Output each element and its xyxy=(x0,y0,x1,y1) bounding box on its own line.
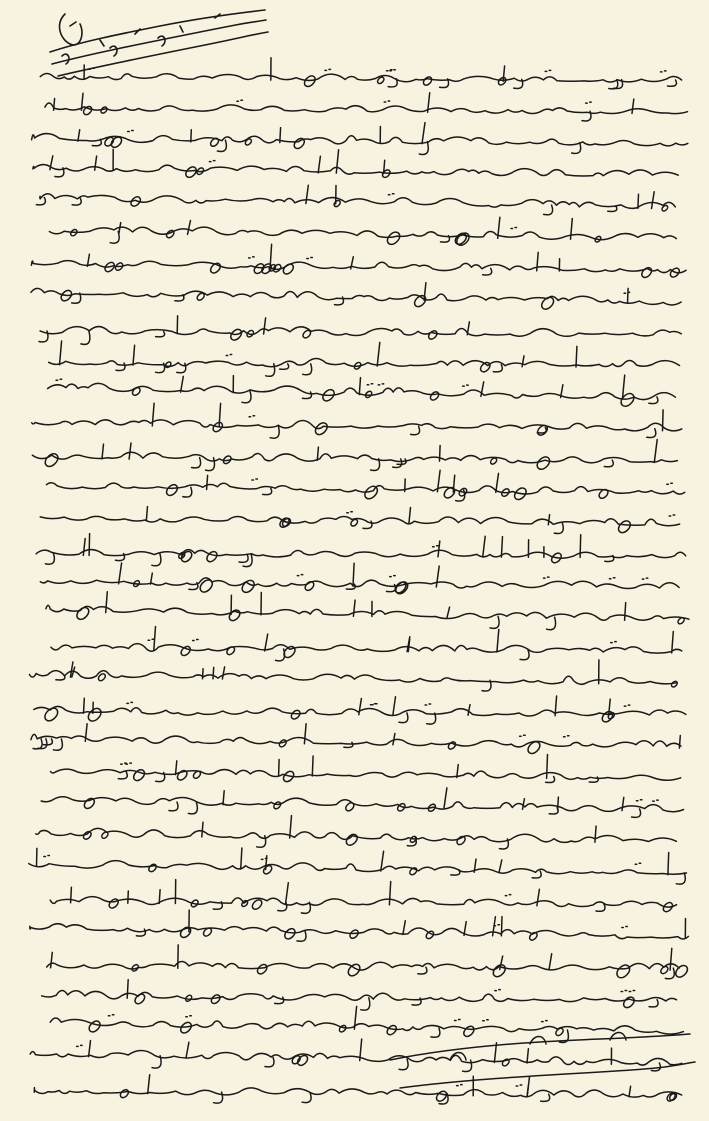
handwriting-stroke xyxy=(264,866,272,874)
handwriting-stroke xyxy=(242,580,254,592)
handwriting-stroke xyxy=(378,384,384,385)
handwriting-stroke xyxy=(520,650,529,660)
handwriting-stroke xyxy=(108,1015,114,1016)
handwriting-stroke xyxy=(576,346,577,367)
handwriting-stroke xyxy=(430,392,438,400)
handwriting-stroke xyxy=(381,851,384,871)
handwriting-stroke xyxy=(176,761,177,775)
handwriting-stroke xyxy=(393,697,396,715)
handwriting-stroke xyxy=(384,101,390,102)
handwriting-stroke xyxy=(425,704,431,705)
handwriting-stroke xyxy=(211,995,220,1004)
handwriting-stroke xyxy=(148,639,154,640)
handwriting-stroke xyxy=(81,331,90,344)
handwriting-stroke xyxy=(451,870,460,875)
handwriting-stroke xyxy=(98,674,105,681)
handwriting-stroke xyxy=(405,479,406,492)
handwriting-stroke xyxy=(152,403,154,426)
handwriting-stroke xyxy=(447,607,450,618)
handwriting-stroke xyxy=(290,816,292,838)
handwriting-stroke xyxy=(654,440,657,463)
handwriting-stroke xyxy=(547,755,548,779)
handwriting-stroke xyxy=(483,268,492,275)
handwriting-stroke xyxy=(544,205,553,215)
handwriting-stroke xyxy=(672,681,678,687)
handwriting-stroke xyxy=(632,99,634,113)
handwriting-stroke xyxy=(547,617,556,630)
handwriting-stroke xyxy=(89,1041,91,1057)
handwriting-stroke xyxy=(339,1025,346,1032)
handwriting-stroke xyxy=(200,580,212,592)
handwriting-stroke xyxy=(264,318,266,334)
handwriting-stroke xyxy=(188,221,191,235)
handwriting-stroke xyxy=(312,756,313,776)
handwriting-stroke xyxy=(89,68,95,69)
handwriting-stroke xyxy=(523,799,525,809)
handwriting-stroke xyxy=(611,642,617,643)
handwriting-stroke xyxy=(192,458,201,468)
handwriting-stroke xyxy=(495,990,501,991)
handwriting-stroke xyxy=(148,1075,150,1094)
handwriting-stroke xyxy=(467,322,469,335)
handwriting-stroke xyxy=(635,863,641,864)
handwriting-stroke xyxy=(252,900,261,909)
handwriting-stroke xyxy=(280,128,281,143)
handwritten-line xyxy=(40,74,681,83)
handwritten-line xyxy=(41,797,683,812)
handwriting-stroke xyxy=(77,1045,83,1046)
handwriting-stroke xyxy=(624,292,630,293)
handwriting-stroke xyxy=(669,515,675,516)
handwriting-stroke xyxy=(596,904,605,911)
handwritten-line xyxy=(31,734,681,747)
handwriting-stroke xyxy=(186,995,192,1001)
handwriting-stroke xyxy=(188,802,197,813)
handwriting-stroke xyxy=(438,541,440,557)
handwriting-stroke xyxy=(83,539,85,556)
handwriting-stroke xyxy=(127,980,128,999)
handwriting-stroke xyxy=(652,192,655,209)
handwriting-stroke xyxy=(463,385,469,386)
handwriting-stroke xyxy=(56,675,65,680)
handwriting-stroke xyxy=(291,710,300,719)
handwriting-stroke xyxy=(388,194,394,195)
handwriting-stroke xyxy=(128,891,129,903)
handwriting-stroke xyxy=(624,705,630,706)
handwriting-stroke xyxy=(621,991,627,992)
handwriting-stroke xyxy=(661,966,668,973)
handwriting-stroke xyxy=(629,991,635,992)
handwriting-stroke xyxy=(359,699,362,715)
handwriting-stroke xyxy=(496,473,499,492)
handwriting-stroke xyxy=(444,788,447,808)
handwriting-stroke xyxy=(558,797,559,810)
handwritten-line xyxy=(51,644,682,654)
handwriting-stroke xyxy=(511,228,517,229)
handwriting-stroke xyxy=(193,771,200,778)
handwriting-stroke xyxy=(662,205,668,211)
handwriting-stroke xyxy=(636,800,642,801)
handwriting-stroke xyxy=(678,618,684,624)
handwriting-stroke xyxy=(501,917,502,936)
closing-flourish xyxy=(380,1000,700,1110)
handwriting-stroke xyxy=(242,901,248,907)
handwriting-stroke xyxy=(468,705,470,716)
handwriting-stroke xyxy=(45,553,54,564)
handwritten-line xyxy=(32,134,688,146)
handwriting-stroke xyxy=(622,927,628,928)
handwriting-stroke xyxy=(33,739,42,749)
handwriting-stroke xyxy=(544,577,550,578)
handwritten-line xyxy=(49,227,676,240)
handwriting-stroke xyxy=(252,479,258,480)
handwritten-line xyxy=(48,383,676,399)
handwriting-stroke xyxy=(44,856,50,857)
handwriting-stroke xyxy=(303,330,311,338)
handwriting-stroke xyxy=(77,608,89,620)
handwriting-stroke xyxy=(165,362,170,367)
handwriting-stroke xyxy=(619,521,631,533)
handwriting-stroke xyxy=(207,475,208,489)
handwriting-stroke xyxy=(537,889,540,906)
handwriting-stroke xyxy=(43,739,52,745)
handwriting-stroke xyxy=(186,1016,192,1017)
handwriting-stroke xyxy=(571,219,573,240)
handwriting-stroke xyxy=(203,669,204,679)
handwriting-stroke xyxy=(617,965,630,978)
handwriting-stroke xyxy=(409,508,411,524)
handwriting-stroke xyxy=(128,131,134,132)
handwriting-stroke xyxy=(132,965,138,971)
handwriting-stroke xyxy=(411,426,420,434)
handwriting-stroke xyxy=(127,702,132,703)
handwriting-stroke xyxy=(159,890,160,904)
handwritten-line xyxy=(29,861,687,875)
handwriting-stroke xyxy=(245,139,251,145)
handwriting-stroke xyxy=(418,967,427,974)
handwriting-stroke xyxy=(202,822,203,837)
handwriting-stroke xyxy=(116,554,125,561)
handwriting-stroke xyxy=(279,760,280,776)
handwriting-stroke xyxy=(53,739,62,750)
handwriting-stroke xyxy=(661,71,667,72)
handwriting-stroke xyxy=(302,1093,311,1103)
handwriting-stroke xyxy=(520,735,526,736)
handwriting-stroke xyxy=(241,848,242,869)
handwriting-stroke xyxy=(554,523,563,534)
handwriting-stroke xyxy=(276,649,285,661)
handwriting-stroke xyxy=(119,223,121,234)
handwriting-stroke xyxy=(497,630,499,653)
handwritten-line xyxy=(30,924,689,939)
handwriting-stroke xyxy=(60,341,62,365)
handwriting-stroke xyxy=(120,1090,128,1098)
handwriting-stroke xyxy=(89,534,90,556)
handwriting-stroke xyxy=(499,860,502,873)
handwriting-stroke xyxy=(197,293,204,300)
handwriting-stroke xyxy=(156,332,165,337)
handwriting-stroke xyxy=(377,342,380,366)
handwriting-stroke xyxy=(325,69,331,70)
handwriting-stroke xyxy=(154,627,156,651)
handwriting-stroke xyxy=(102,444,104,459)
handwritten-line xyxy=(45,103,688,114)
handwriting-stroke xyxy=(223,791,224,805)
handwriting-stroke xyxy=(440,446,441,462)
handwriting-stroke xyxy=(211,138,219,146)
handwriting-stroke xyxy=(549,808,558,814)
handwriting-stroke xyxy=(609,578,615,579)
handwriting-stroke xyxy=(537,457,549,469)
handwriting-stroke xyxy=(203,928,211,936)
handwritten-line xyxy=(40,516,679,525)
handwriting-stroke xyxy=(493,365,502,372)
handwriting-stroke xyxy=(193,640,199,641)
handwriting-stroke xyxy=(522,356,524,367)
handwriting-stroke xyxy=(604,460,613,467)
handwritten-line xyxy=(49,358,680,366)
handwriting-stroke xyxy=(505,895,511,896)
handwriting-stroke xyxy=(209,161,215,162)
handwriting-stroke xyxy=(548,515,549,525)
handwriting-stroke xyxy=(663,410,664,431)
handwriting-stroke xyxy=(647,429,656,438)
handwriting-stroke xyxy=(667,483,673,484)
handwriting-stroke xyxy=(226,355,232,356)
handwriting-stroke xyxy=(433,546,439,547)
handwriting-stroke xyxy=(257,964,266,973)
handwriting-stroke xyxy=(84,698,85,713)
handwriting-stroke xyxy=(152,554,161,566)
handwriting-stroke xyxy=(653,800,659,801)
handwriting-stroke xyxy=(136,929,145,936)
handwriting-stroke xyxy=(297,575,303,576)
handwriting-stroke xyxy=(146,507,147,521)
handwriting-stroke xyxy=(119,563,122,584)
handwriting-stroke xyxy=(56,379,62,380)
handwritten-line xyxy=(47,962,679,971)
handwriting-stroke xyxy=(51,952,53,967)
handwriting-stroke xyxy=(318,156,320,173)
handwriting-stroke xyxy=(285,929,295,939)
handwriting-stroke xyxy=(347,512,353,513)
handwriting-stroke xyxy=(95,156,97,170)
handwriting-stroke xyxy=(307,258,313,259)
handwriting-stroke xyxy=(359,378,360,395)
handwriting-stroke xyxy=(353,563,354,586)
handwriting-stroke xyxy=(668,80,677,86)
handwriting-stroke xyxy=(403,921,405,935)
handwriting-stroke xyxy=(167,485,178,496)
handwriting-stroke xyxy=(668,853,669,875)
handwriting-stroke xyxy=(679,736,680,749)
handwriting-stroke xyxy=(263,488,272,494)
handwriting-stroke xyxy=(545,70,551,71)
handwriting-stroke xyxy=(625,603,626,621)
handwriting-stroke xyxy=(564,736,570,737)
handwritten-line xyxy=(31,261,686,273)
handwriting-stroke xyxy=(378,77,384,83)
handwriting-stroke xyxy=(623,375,625,398)
handwriting-stroke xyxy=(186,167,196,177)
handwriting-stroke xyxy=(265,634,268,651)
handwriting-stroke xyxy=(537,252,539,270)
handwriting-stroke xyxy=(336,150,338,173)
handwriting-stroke xyxy=(222,667,224,679)
handwriting-stroke xyxy=(351,519,358,526)
handwriting-stroke xyxy=(483,536,486,557)
handwriting-stroke xyxy=(670,948,672,970)
handwriting-stroke xyxy=(249,257,255,258)
handwriting-stroke xyxy=(586,102,592,103)
handwriting-stroke xyxy=(88,708,101,721)
handwriting-stroke xyxy=(595,826,596,842)
handwriting-stroke xyxy=(106,592,108,613)
handwriting-stroke xyxy=(436,566,439,587)
handwriting-stroke xyxy=(491,458,497,464)
handwriting-stroke xyxy=(528,742,540,754)
handwriting-stroke xyxy=(186,1042,189,1058)
handwriting-stroke xyxy=(110,231,119,243)
handwriting-stroke xyxy=(367,384,373,385)
handwriting-stroke xyxy=(249,416,255,417)
handwriting-stroke xyxy=(71,887,72,903)
handwriting-stroke xyxy=(304,76,315,87)
handwriting-stroke xyxy=(317,447,318,460)
handwriting-stroke xyxy=(393,734,395,745)
handwriting-stroke xyxy=(133,345,135,365)
handwriting-stroke xyxy=(549,954,552,970)
handwritten-line xyxy=(50,897,676,907)
handwriting-stroke xyxy=(490,616,499,628)
handwriting-stroke xyxy=(169,802,178,811)
handwriting-stroke xyxy=(303,364,312,375)
handwritten-line xyxy=(33,165,678,176)
handwriting-stroke xyxy=(498,78,505,85)
handwriting-stroke xyxy=(390,576,396,577)
handwriting-stroke xyxy=(78,130,80,141)
handwriting-stroke xyxy=(628,288,629,303)
handwritten-line xyxy=(46,605,689,620)
handwriting-stroke xyxy=(102,832,108,838)
handwriting-stroke xyxy=(304,724,306,744)
handwriting-stroke xyxy=(266,364,275,377)
handwritten-line xyxy=(40,327,681,337)
handwriting-stroke xyxy=(642,578,648,579)
handwriting-stroke xyxy=(361,998,370,1010)
handwriting-stroke xyxy=(503,66,504,81)
handwriting-stroke xyxy=(54,99,55,111)
handwriting-stroke xyxy=(286,883,289,904)
handwriting-stroke xyxy=(151,573,153,584)
handwriting-stroke xyxy=(622,797,624,810)
handwriting-stroke xyxy=(183,487,192,497)
handwriting-stroke xyxy=(129,443,131,459)
handwriting-stroke xyxy=(632,809,641,817)
handwriting-stroke xyxy=(265,1057,274,1067)
handwriting-stroke xyxy=(346,803,354,811)
handwritten-line xyxy=(32,420,682,431)
handwritten-line xyxy=(31,288,681,305)
handwriting-stroke xyxy=(181,376,184,392)
handwriting-stroke xyxy=(191,130,192,142)
handwriting-stroke xyxy=(422,123,425,144)
handwriting-stroke xyxy=(387,232,399,244)
handwritten-line xyxy=(36,550,686,559)
handwriting-stroke xyxy=(213,667,214,678)
handwriting-stroke xyxy=(353,600,355,616)
handwriting-stroke xyxy=(365,391,371,397)
handwriting-stroke xyxy=(638,194,639,208)
handwriting-stroke xyxy=(306,185,308,203)
handwriting-stroke xyxy=(389,882,390,905)
handwriting-stroke xyxy=(580,535,581,558)
handwriting-stroke xyxy=(237,100,243,101)
handwritten-line xyxy=(30,671,677,685)
handwriting-stroke xyxy=(274,802,281,809)
